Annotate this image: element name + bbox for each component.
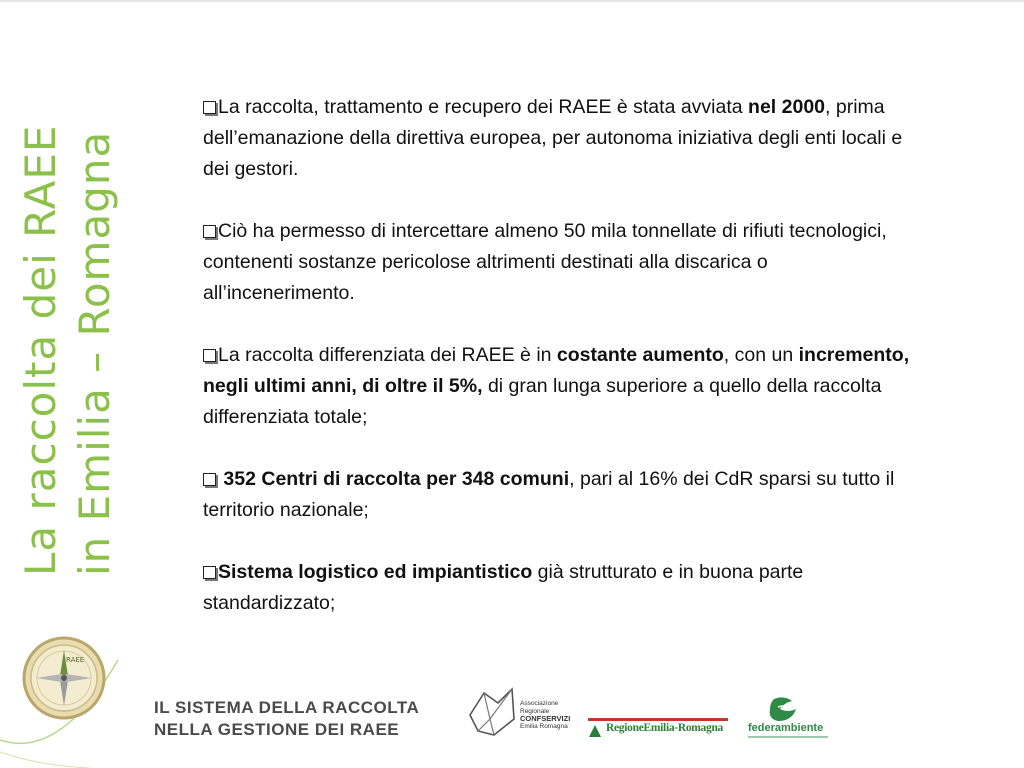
slide-title-line1: La raccolta dei RAEE: [16, 124, 65, 576]
bullet-text-bold: costante aumento: [556, 344, 724, 366]
bullet-text-bold: 352 Centri di raccolta per 348 comuni: [218, 468, 570, 490]
regione-text: RegioneEmilia-Romagna: [606, 722, 723, 734]
slide-title-line2: in Emilia – Romagna: [70, 130, 119, 576]
top-divider: [0, 0, 1024, 2]
checkbox-bullet-icon: [203, 566, 216, 579]
bullet-text: La raccolta, trattamento e recupero dei RAEE è stata avviata: [218, 96, 749, 118]
bullet-text: già strutturato e in buona parte standardizzato;: [203, 561, 804, 614]
checkbox-bullet-icon: [203, 349, 216, 362]
regione-logo: [588, 718, 728, 744]
bullet-item: [203, 464, 923, 526]
bullet-text-bold: Sistema logistico ed impiantistico: [218, 561, 533, 583]
federambiente-text: federambiente: [748, 722, 824, 734]
slide-title: [10, 68, 126, 580]
checkbox-bullet-icon: [203, 473, 216, 486]
bullet-text: La raccolta differenziata dei RAEE è in: [218, 344, 557, 366]
bullet-item: [203, 216, 923, 309]
federambiente-underline: [748, 736, 828, 738]
bullet-item: [203, 92, 923, 185]
confservizi-text: Associazione Regionale CONFSERVIZI Emilia Romagna: [520, 700, 571, 730]
compass-logo-icon: [22, 636, 106, 720]
checkbox-bullet-icon: [203, 101, 216, 114]
bullet-item: [203, 557, 923, 619]
bullet-text: , con un: [723, 344, 799, 366]
regione-bar: [588, 718, 728, 721]
bullet-text: , pari al 16% dei CdR sparsi su tutto il territorio nazionale;: [203, 468, 895, 521]
bullet-text: di gran lunga superiore a quello della raccolta differenziata totale;: [203, 375, 882, 428]
bullet-text-bold: incremento, negli ultimi anni, di oltre il 5%,: [203, 344, 910, 397]
checkbox-bullet-icon: [203, 225, 216, 238]
bullet-item: [203, 340, 923, 433]
footer-line2: NELLA GESTIONE DEI RAEE: [154, 720, 400, 739]
footer-line1: IL SISTEMA DELLA RACCOLTA: [154, 698, 420, 717]
compass-label: RAEE: [66, 656, 85, 664]
bullet-list: [203, 92, 923, 650]
bullet-text: , prima dell’emanazione della direttiva europea, per autonoma iniziativa degli enti locali e dei gestori.: [203, 96, 903, 180]
regione-mark-icon: [588, 724, 602, 738]
bullet-text-bold: nel 2000: [748, 96, 826, 118]
footer-title: [154, 697, 419, 741]
bullet-text: Ciò ha permesso di intercettare almeno 50 mila tonnellate di rifiuti tecnologici, contenenti sostanze pericolose altrimenti destinati alla discarica o all’incenerimento.: [203, 220, 887, 304]
